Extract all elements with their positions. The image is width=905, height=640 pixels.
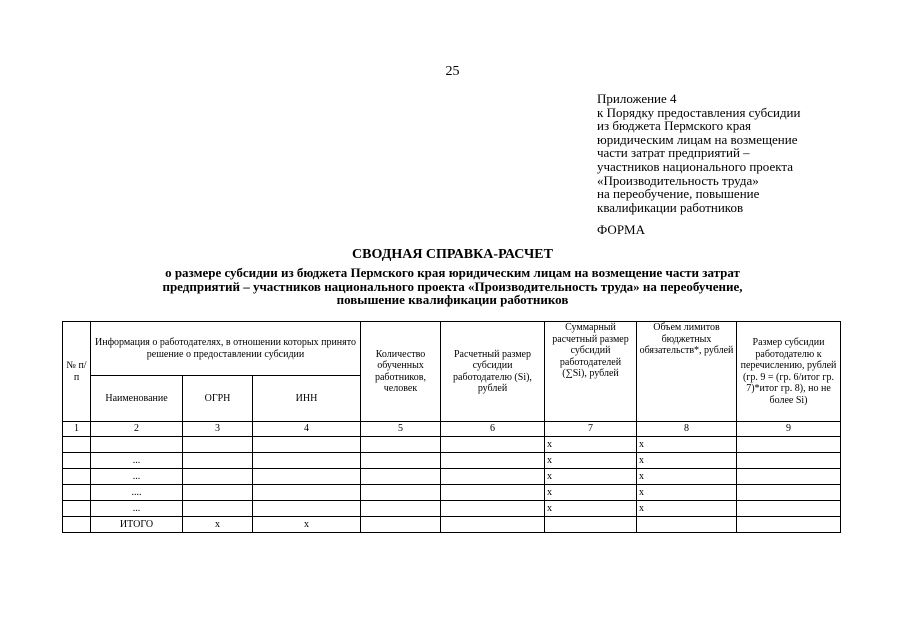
appendix-line: из бюджета Пермского края bbox=[597, 118, 752, 134]
header-trained: Количество обученных работников, человек bbox=[361, 322, 441, 422]
total-row bbox=[63, 517, 841, 533]
table-cell bbox=[441, 453, 545, 469]
table-cell bbox=[361, 469, 441, 485]
table-cell: ... bbox=[91, 453, 183, 469]
appendix-line: юридическим лицам на возмещение bbox=[597, 131, 798, 147]
table-cell bbox=[361, 437, 441, 453]
table-row bbox=[63, 485, 841, 501]
table-cell bbox=[63, 453, 91, 469]
table-row bbox=[63, 453, 841, 469]
table-cell: x bbox=[637, 501, 737, 517]
table-cell bbox=[253, 469, 361, 485]
appendix-line: части затрат предприятий – bbox=[597, 145, 750, 161]
table-cell bbox=[737, 517, 841, 533]
table-cell bbox=[441, 469, 545, 485]
table-cell bbox=[253, 453, 361, 469]
col-number: 2 bbox=[91, 422, 183, 437]
table-cell bbox=[183, 469, 253, 485]
appendix-line: «Производительность труда» bbox=[597, 172, 759, 188]
col-number: 4 bbox=[253, 422, 361, 437]
table-cell: x bbox=[637, 437, 737, 453]
table-cell: x bbox=[545, 453, 637, 469]
table-cell bbox=[441, 517, 545, 533]
table-cell bbox=[183, 453, 253, 469]
table-cell bbox=[637, 517, 737, 533]
appendix-note bbox=[597, 92, 800, 214]
table-cell: ... bbox=[91, 469, 183, 485]
table-cell bbox=[183, 437, 253, 453]
col-number: 8 bbox=[637, 422, 737, 437]
table-cell: x bbox=[545, 469, 637, 485]
table-cell bbox=[253, 501, 361, 517]
table-cell: x bbox=[545, 485, 637, 501]
table-row bbox=[63, 501, 841, 517]
table-cell bbox=[737, 485, 841, 501]
subtitle-line: о размере субсидии из бюджета Пермского края юридическим лицам на возмещение части затрат bbox=[165, 265, 740, 280]
document-title: СВОДНАЯ СПРАВКА-РАСЧЕТ bbox=[352, 247, 553, 262]
col-number: 5 bbox=[361, 422, 441, 437]
table-cell bbox=[63, 469, 91, 485]
header-num: № п/п bbox=[63, 322, 91, 422]
appendix-line: квалификации работников bbox=[597, 199, 744, 215]
subtitle-line: повышение квалификации работников bbox=[336, 292, 569, 307]
header-inn: ИНН bbox=[253, 376, 361, 422]
table-cell: x bbox=[545, 501, 637, 517]
table-cell bbox=[63, 517, 91, 533]
subtitle-line: предприятий – участников национального проекта «Производительность труда» на переобучение, bbox=[162, 278, 743, 294]
table-cell: .... bbox=[91, 485, 183, 501]
table-cell bbox=[545, 517, 637, 533]
header-ogrn: ОГРН bbox=[183, 376, 253, 422]
col-number: 1 bbox=[63, 422, 91, 437]
table-row bbox=[63, 437, 841, 453]
col-number: 9 bbox=[737, 422, 841, 437]
table-cell bbox=[183, 485, 253, 501]
document-subtitle bbox=[100, 266, 805, 307]
col-number: 6 bbox=[441, 422, 545, 437]
table-cell bbox=[737, 437, 841, 453]
header-subsidy: Размер субсидии работодателю к перечислению, рублей (гр. 9 = (гр. 6/итог гр. 7)*итог гр. 8), но не более Si) bbox=[737, 322, 841, 422]
table-cell bbox=[441, 485, 545, 501]
table-cell bbox=[63, 485, 91, 501]
header-employers-info: Информация о работодателях, в отношении которых принято решение о предоставлении субсидии bbox=[91, 322, 361, 376]
header-total-calc: Суммарный расчетный размер субсидий работодателей (∑Si), рублей bbox=[545, 322, 637, 422]
table-cell bbox=[253, 437, 361, 453]
calculation-table bbox=[62, 321, 841, 533]
table-cell bbox=[737, 501, 841, 517]
table-cell bbox=[361, 485, 441, 501]
col-number: 7 bbox=[545, 422, 637, 437]
table-cell: x bbox=[545, 437, 637, 453]
header-limits: Объем лимитов бюджетных обязательств*, рублей bbox=[637, 322, 737, 422]
table-cell: x bbox=[637, 453, 737, 469]
page-number: 25 bbox=[445, 64, 460, 79]
column-number-row bbox=[63, 422, 841, 437]
table-cell bbox=[737, 469, 841, 485]
table-cell bbox=[361, 453, 441, 469]
table-cell: x bbox=[183, 517, 253, 533]
table-cell: x bbox=[637, 469, 737, 485]
table-cell bbox=[441, 501, 545, 517]
header-name: Наименование bbox=[91, 376, 183, 422]
table-cell bbox=[63, 437, 91, 453]
appendix-line: на переобучение, повышение bbox=[597, 186, 760, 202]
table-cell bbox=[361, 517, 441, 533]
table-cell bbox=[441, 437, 545, 453]
table-cell bbox=[253, 485, 361, 501]
appendix-line: Приложение 4 bbox=[597, 91, 677, 106]
table-cell bbox=[63, 501, 91, 517]
appendix-line: участников национального проекта bbox=[597, 158, 793, 174]
table-row bbox=[63, 469, 841, 485]
table-cell bbox=[91, 437, 183, 453]
table-cell bbox=[183, 501, 253, 517]
col-number: 3 bbox=[183, 422, 253, 437]
header-calc-size: Расчетный размер субсидии работодателю (Si), рублей bbox=[441, 322, 545, 422]
table-cell: x bbox=[637, 485, 737, 501]
appendix-line: к Порядку предоставления субсидии bbox=[597, 104, 801, 120]
table-cell bbox=[737, 453, 841, 469]
table-cell: ... bbox=[91, 501, 183, 517]
total-label: ИТОГО bbox=[91, 517, 183, 533]
header-row bbox=[63, 322, 841, 376]
table-cell: x bbox=[253, 517, 361, 533]
form-label: ФОРМА bbox=[597, 222, 645, 237]
table-cell bbox=[361, 501, 441, 517]
